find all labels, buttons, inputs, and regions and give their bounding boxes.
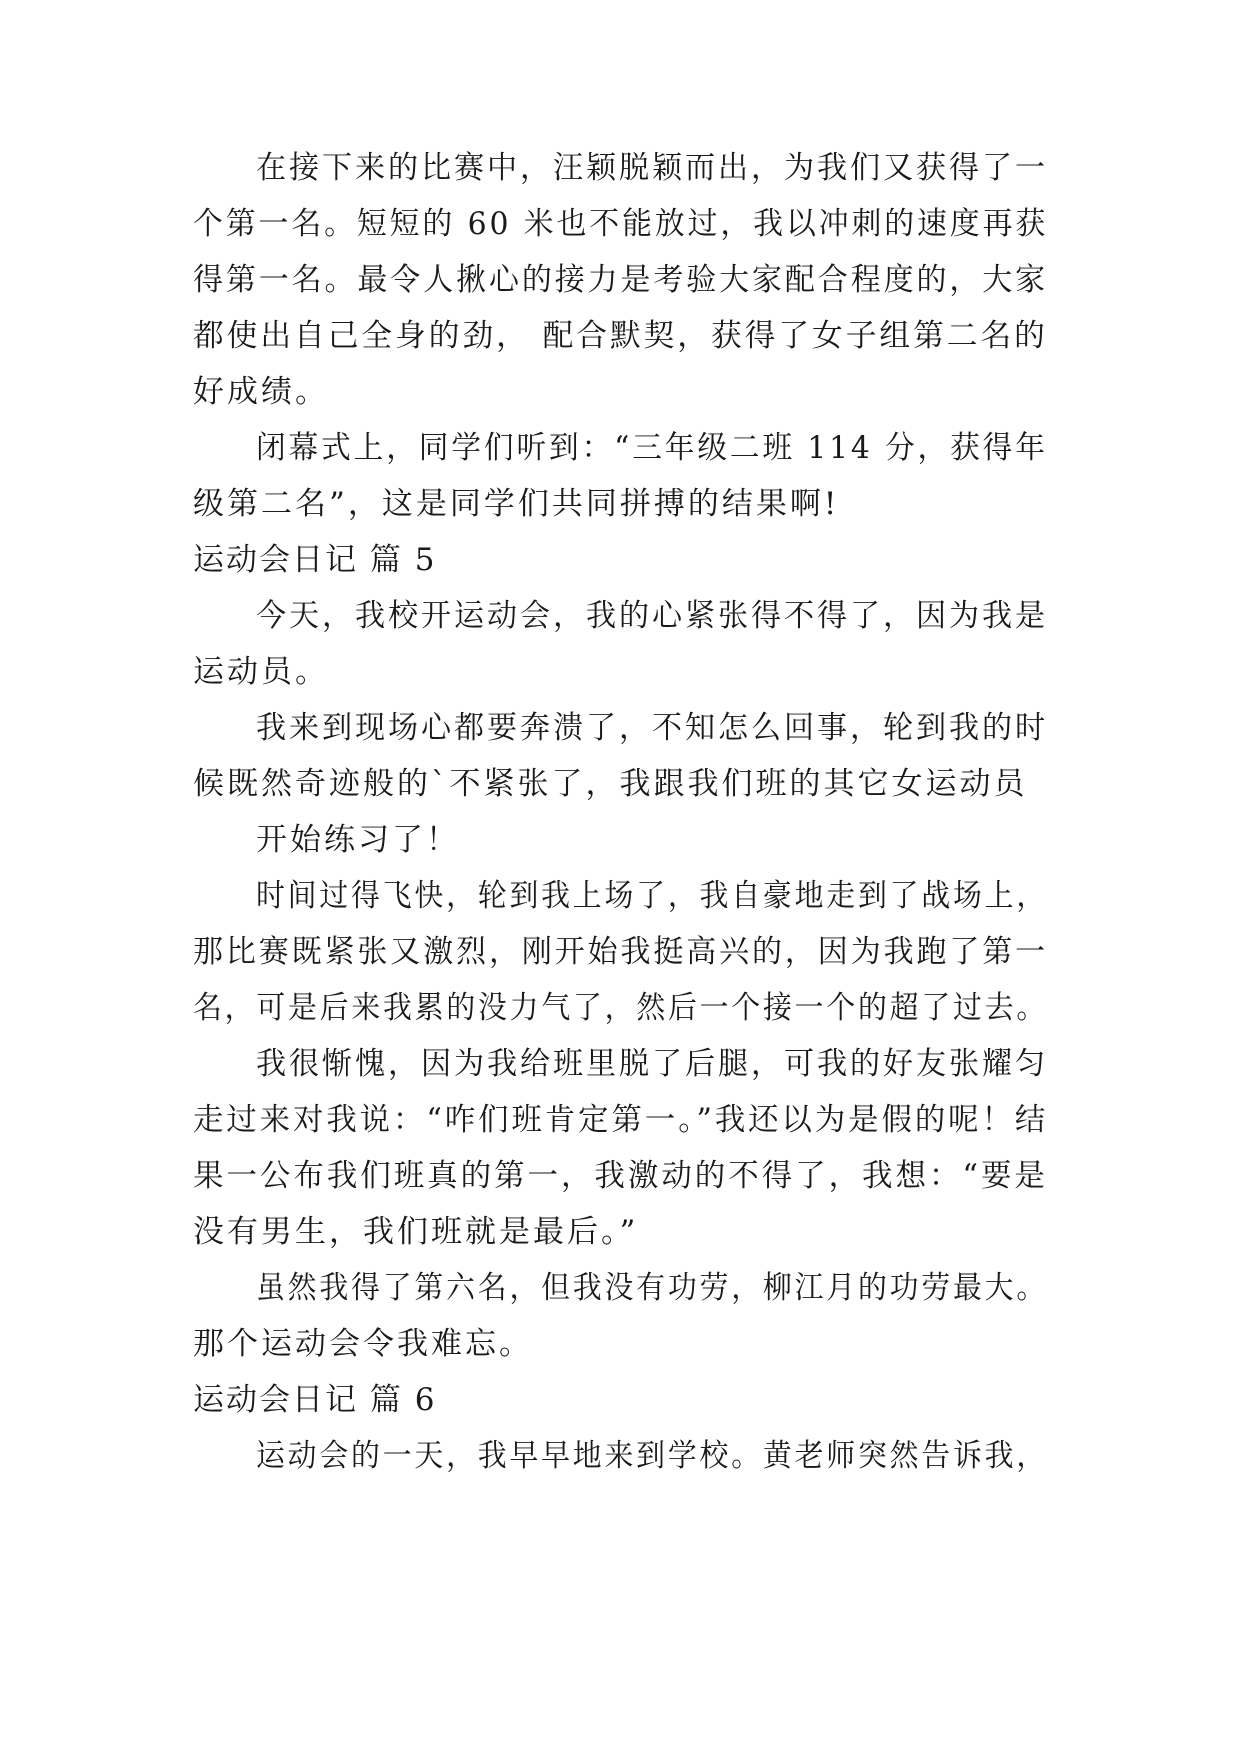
paragraph-line: 名，可是后来我累的没力气了，然后一个接一个的超了过去。 xyxy=(193,990,1049,1026)
paragraph-line: 得第一名。最令人揪心的接力是考验大家配合程度的，大家 xyxy=(193,262,1049,298)
section-heading: 运动会日记 篇 6 xyxy=(193,1382,437,1418)
paragraph-line: 我来到现场心都要奔溃了，不知怎么回事，轮到我的时 xyxy=(256,710,1049,746)
paragraph-line: 个第一名。短短的 60 米也不能放过，我以冲刺的速度再获 xyxy=(193,206,1049,242)
paragraph-line: 那比赛既紧张又激烈，刚开始我挺高兴的，因为我跑了第一 xyxy=(193,934,1049,970)
paragraph-line: 好成绩。 xyxy=(193,374,329,410)
paragraph-line: 都使出自己全身的劲， 配合默契，获得了女子组第二名的 xyxy=(193,318,1048,354)
paragraph-line: 时间过得飞快，轮到我上场了，我自豪地走到了战场上， xyxy=(256,878,1049,914)
paragraph-line: 级第二名”，这是同学们共同拼搏的结果啊! xyxy=(193,486,840,522)
paragraph-line: 开始练习了！ xyxy=(256,822,460,858)
paragraph-line: 没有男生，我们班就是最后。” xyxy=(193,1214,639,1250)
paragraph-line: 在接下来的比赛中，汪颖脱颖而出，为我们又获得了一 xyxy=(256,150,1049,186)
paragraph-line: 运动会的一天，我早早地来到学校。黄老师突然告诉我， xyxy=(256,1438,1049,1474)
section-heading: 运动会日记 篇 5 xyxy=(193,542,437,578)
paragraph-line: 闭幕式上，同学们听到：“三年级二班 114 分，获得年 xyxy=(256,430,1048,466)
paragraph-line: 我很惭愧，因为我给班里脱了后腿，可我的好友张耀匀 xyxy=(256,1046,1049,1082)
paragraph-line: 候既然奇迹般的`不紧张了，我跟我们班的其它女运动员 xyxy=(193,766,1028,802)
paragraph-line: 运动员。 xyxy=(193,654,329,690)
paragraph-line: 今天，我校开运动会，我的心紧张得不得了，因为我是 xyxy=(256,598,1049,634)
paragraph-line: 果一公布我们班真的第一，我激动的不得了，我想：“要是 xyxy=(193,1158,1048,1194)
paragraph-line: 虽然我得了第六名，但我没有功劳，柳江月的功劳最大。 xyxy=(256,1270,1049,1306)
paragraph-line: 走过来对我说：“咋们班肯定第一。”我还以为是假的呢！结 xyxy=(193,1102,1049,1138)
paragraph-line: 那个运动会令我难忘。 xyxy=(193,1326,533,1362)
